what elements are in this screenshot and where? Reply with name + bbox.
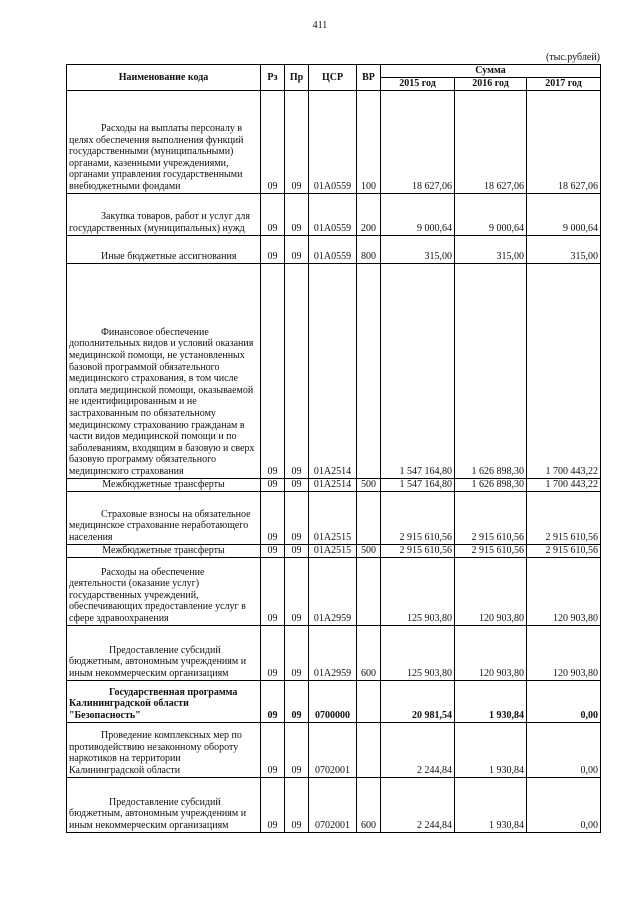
row-2015: 125 903,80 — [381, 625, 455, 680]
header-name: Наименование кода — [67, 65, 261, 91]
row-2016: 2 915 610,56 — [455, 544, 527, 557]
row-csr: 01А2515 — [309, 491, 357, 544]
row-csr: 01А2515 — [309, 544, 357, 557]
row-rz: 09 — [261, 625, 285, 680]
row-csr: 01А2514 — [309, 263, 357, 478]
row-2015: 2 915 610,56 — [381, 491, 455, 544]
row-vr — [357, 680, 381, 722]
row-2016: 315,00 — [455, 235, 527, 263]
row-2016: 2 915 610,56 — [455, 491, 527, 544]
row-csr: 01А2514 — [309, 478, 357, 491]
row-csr: 0700000 — [309, 680, 357, 722]
units-label: (тыс.рублей) — [545, 52, 600, 63]
row-2017: 9 000,64 — [527, 193, 601, 235]
header-sum: Сумма — [381, 65, 601, 78]
header-csr: ЦСР — [309, 65, 357, 91]
row-vr: 500 — [357, 544, 381, 557]
row-2016: 120 903,80 — [455, 557, 527, 625]
table-row — [67, 680, 601, 722]
table-row — [67, 544, 601, 557]
row-2015: 2 244,84 — [381, 722, 455, 777]
row-name: Расходы на выплаты персоналу в целях обеспечения выполнения функций государственными (муниципальными) органами, казенными учреждениями, органами управления государственными внебюджетными фондами — [67, 90, 261, 193]
row-2016: 1 930,84 — [455, 777, 527, 832]
row-2015: 1 547 164,80 — [381, 263, 455, 478]
table-row — [67, 90, 601, 193]
row-2016: 18 627,06 — [455, 90, 527, 193]
table-row — [67, 557, 601, 625]
row-vr: 100 — [357, 90, 381, 193]
row-rz: 09 — [261, 193, 285, 235]
row-pr: 09 — [285, 263, 309, 478]
row-name: Страховые взносы на обязательное медицинское страхование неработающего населения — [67, 491, 261, 544]
row-2017: 0,00 — [527, 680, 601, 722]
row-rz: 09 — [261, 478, 285, 491]
row-pr: 09 — [285, 193, 309, 235]
row-name: Предоставление субсидий бюджетным, автономным учреждениям и иным некоммерческим организациям — [67, 777, 261, 832]
table-row — [67, 625, 601, 680]
row-2016: 1 930,84 — [455, 722, 527, 777]
table-row — [67, 235, 601, 263]
row-pr: 09 — [285, 625, 309, 680]
row-rz: 09 — [261, 263, 285, 478]
table-row — [67, 193, 601, 235]
row-2015: 20 981,54 — [381, 680, 455, 722]
row-pr: 09 — [285, 478, 309, 491]
row-2015: 2 244,84 — [381, 777, 455, 832]
row-rz: 09 — [261, 235, 285, 263]
row-csr: 01А2959 — [309, 625, 357, 680]
row-2017: 120 903,80 — [527, 625, 601, 680]
row-csr: 0702001 — [309, 722, 357, 777]
row-2017: 1 700 443,22 — [527, 478, 601, 491]
row-2015: 18 627,06 — [381, 90, 455, 193]
row-pr: 09 — [285, 491, 309, 544]
row-pr: 09 — [285, 680, 309, 722]
table-row — [67, 722, 601, 777]
row-rz: 09 — [261, 90, 285, 193]
row-rz: 09 — [261, 544, 285, 557]
row-2017: 0,00 — [527, 722, 601, 777]
row-rz: 09 — [261, 680, 285, 722]
header-2017: 2017 год — [527, 77, 601, 90]
budget-table — [66, 64, 601, 833]
row-name: Межбюджетные трансферты — [67, 478, 261, 491]
row-vr — [357, 557, 381, 625]
row-vr: 200 — [357, 193, 381, 235]
row-rz: 09 — [261, 722, 285, 777]
row-vr — [357, 263, 381, 478]
header-pr: Пр — [285, 65, 309, 91]
row-2015: 315,00 — [381, 235, 455, 263]
row-csr: 01А0559 — [309, 193, 357, 235]
row-vr: 800 — [357, 235, 381, 263]
row-2015: 125 903,80 — [381, 557, 455, 625]
row-vr: 600 — [357, 625, 381, 680]
row-name: Межбюджетные трансферты — [67, 544, 261, 557]
table-row — [67, 478, 601, 491]
row-2015: 1 547 164,80 — [381, 478, 455, 491]
row-2015: 2 915 610,56 — [381, 544, 455, 557]
row-rz: 09 — [261, 777, 285, 832]
header-2016: 2016 год — [455, 77, 527, 90]
row-pr: 09 — [285, 777, 309, 832]
row-csr: 01А0559 — [309, 235, 357, 263]
row-csr: 01А2959 — [309, 557, 357, 625]
row-name: Расходы на обеспечение деятельности (оказание услуг) государственных учреждений, обеспечивающих предоставление услуг в сфере здравоохранения — [67, 557, 261, 625]
row-rz: 09 — [261, 557, 285, 625]
table-row — [67, 263, 601, 478]
row-2016: 9 000,64 — [455, 193, 527, 235]
row-csr: 0702001 — [309, 777, 357, 832]
row-2017: 2 915 610,56 — [527, 544, 601, 557]
row-2017: 315,00 — [527, 235, 601, 263]
row-csr: 01А0559 — [309, 90, 357, 193]
row-rz: 09 — [261, 491, 285, 544]
row-name: Закупка товаров, работ и услуг для государственных (муниципальных) нужд — [67, 193, 261, 235]
row-pr: 09 — [285, 722, 309, 777]
row-name: Иные бюджетные ассигнования — [67, 235, 261, 263]
row-2017: 120 903,80 — [527, 557, 601, 625]
header-vr: ВР — [357, 65, 381, 91]
row-2016: 120 903,80 — [455, 625, 527, 680]
row-vr: 600 — [357, 777, 381, 832]
row-name: Государственная программа Калининградской области "Безопасность" — [67, 680, 261, 722]
row-pr: 09 — [285, 557, 309, 625]
row-2016: 1 626 898,30 — [455, 263, 527, 478]
row-pr: 09 — [285, 235, 309, 263]
header-rz: Рз — [261, 65, 285, 91]
header-2015: 2015 год — [381, 77, 455, 90]
row-vr — [357, 722, 381, 777]
row-vr — [357, 491, 381, 544]
row-pr: 09 — [285, 544, 309, 557]
row-2017: 0,00 — [527, 777, 601, 832]
table-row — [67, 491, 601, 544]
row-vr: 500 — [357, 478, 381, 491]
page-number: 411 — [312, 20, 328, 31]
row-name: Предоставление субсидий бюджетным, автономным учреждениям и иным некоммерческим организациям — [67, 625, 261, 680]
row-2017: 18 627,06 — [527, 90, 601, 193]
row-2017: 1 700 443,22 — [527, 263, 601, 478]
row-pr: 09 — [285, 90, 309, 193]
row-name: Финансовое обеспечение дополнительных видов и условий оказания медицинской помощи, не установленных базовой программой обязательного медицинского страхования, в том числе оплата медицинской помощи, оказываемой не идентифицированным и не застрахованным по обязательному медицинскому страхованию гражданам в части видов медицинской помощи и по заболеваниям, входящим в базовую и сверх базовую программу обязательного медицинского страхования — [67, 263, 261, 478]
row-2017: 2 915 610,56 — [527, 491, 601, 544]
row-2015: 9 000,64 — [381, 193, 455, 235]
table-row — [67, 777, 601, 832]
row-2016: 1 930,84 — [455, 680, 527, 722]
row-2016: 1 626 898,30 — [455, 478, 527, 491]
row-name: Проведение комплексных мер по противодействию незаконному обороту наркотиков на территории Калининградской области — [67, 722, 261, 777]
